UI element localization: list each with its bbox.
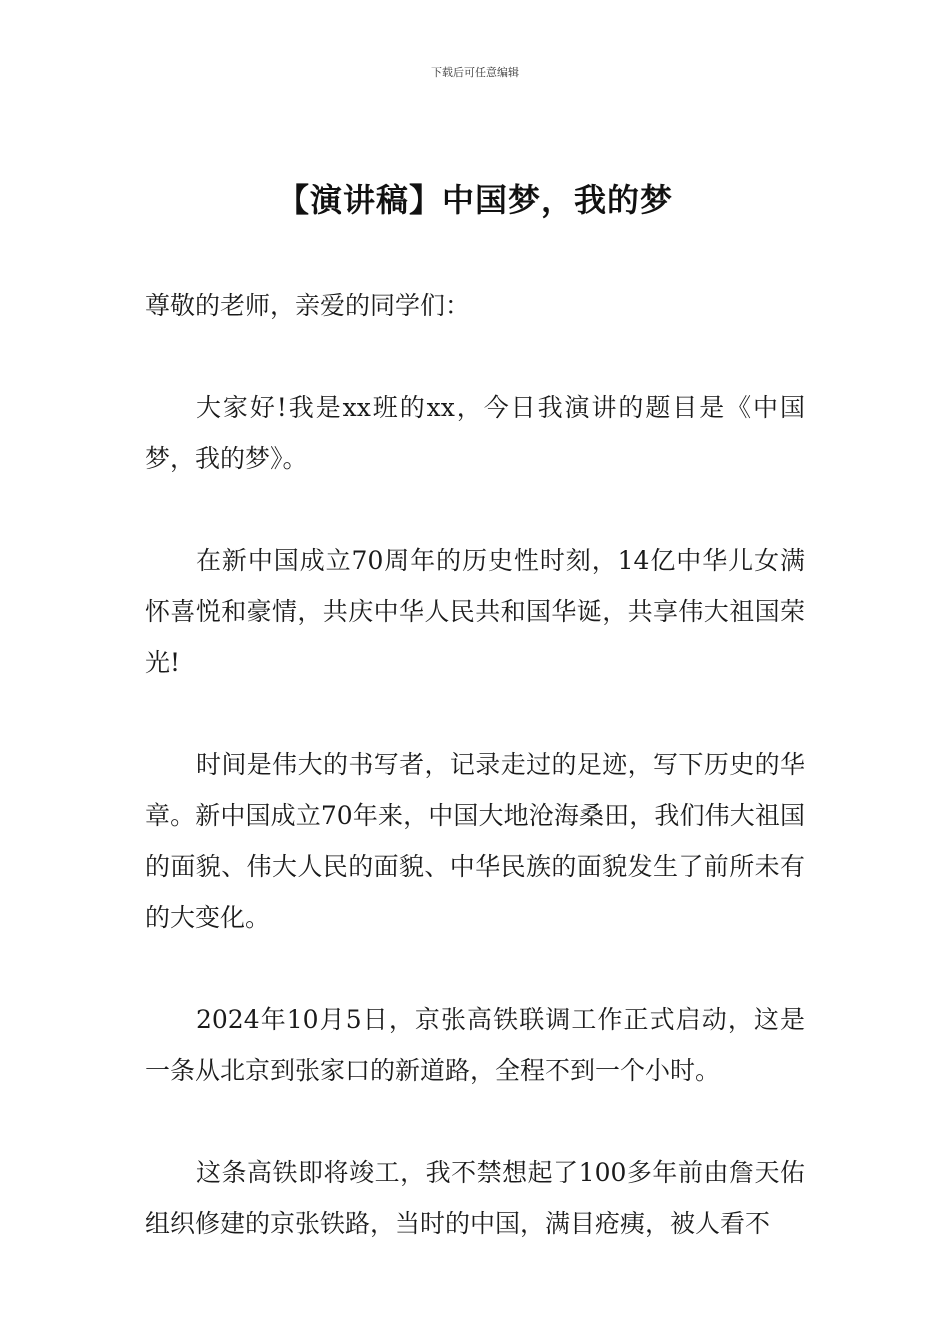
header-note: 下载后可任意编辑 — [431, 66, 519, 79]
document-title: 【演讲稿】中国梦，我的梦 — [276, 181, 673, 219]
paragraph: 时间是伟大的书写者，记录走过的足迹，写下历史的华章。新中国成立70年来，中国大地沧海桑田，我们伟大祖国的面貌、伟大人民的面貌、中华民族的面貌发生了前所未有的大变化。 — [145, 750, 805, 932]
document-body — [145, 280, 805, 1249]
paragraph: 这条高铁即将竣工，我不禁想起了100多年前由詹天佑组织修建的京张铁路，当时的中国，满目疮痍，被人看不 — [145, 1158, 805, 1238]
salutation: 尊敬的老师，亲爱的同学们： — [145, 291, 471, 320]
paragraph: 大家好!我是xx班的xx，今日我演讲的题目是《中国梦，我的梦》。 — [145, 393, 805, 473]
paragraph: 在新中国成立70周年的历史性时刻，14亿中华儿女满怀喜悦和豪情，共庆中华人民共和国华诞，共享伟大祖国荣光! — [145, 546, 805, 677]
paragraph: 2024年10月5日，京张高铁联调工作正式启动，这是一条从北京到张家口的新道路，全程不到一个小时。 — [145, 1005, 805, 1085]
